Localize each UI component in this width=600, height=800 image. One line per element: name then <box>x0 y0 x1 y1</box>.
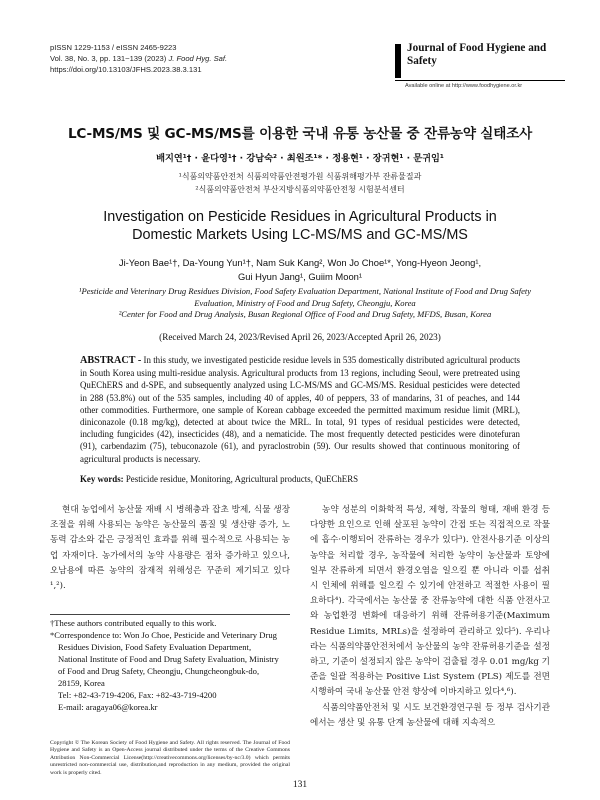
journal-abbrev: J. Food Hyg. Saf. <box>168 54 228 63</box>
issn-line: pISSN 1229-1153 / eISSN 2465-9223 <box>50 43 177 52</box>
correspondence-line: 28159, Korea <box>58 678 105 688</box>
body-paragraph: 식품의약품안전처 및 시도 보건환경연구원 등 정부 검사기관에서는 생산 및 유통 단계 농산물에 대해 지속적으 <box>310 702 550 728</box>
page-number: 131 <box>292 780 308 790</box>
english-authors <box>0 256 600 284</box>
korean-title: LC-MS/MS 및 GC-MS/MS를 이용한 국내 유통 농산물 중 잔류농약 실태조사 <box>67 126 533 142</box>
footnotes <box>50 617 290 713</box>
english-affiliation-1: ¹Pesticide and Veterinary Drug Residues Division, Food Safety Evaluation Department, National Institute of Food and Drug Safety Evaluation, Ministry of Food and Drug Safety, Cheongju, Korea <box>78 286 532 308</box>
journal-name: Journal of Food Hygiene and Safety <box>407 42 547 67</box>
journal-url[interactable]: Available online at http://www.foodhygiene.or.kr <box>405 83 523 89</box>
abstract <box>80 354 520 465</box>
correspondence-line: National Institute of Food and Drug Safety Evaluation, Ministry <box>58 654 279 664</box>
body-column-left: 현대 농업에서 농산물 재배 시 병해충과 잡초 방제, 식물 생장 조절을 위해 사용되는 농약은 농산물의 품질 및 생산량 증가, 노동력 감소와 같은 긍정적인 효과를 위해 필수적으로 사용되는 농업 자재이다. 농가에서의 농약 사용량은 점차 증가하고 있으나, 오남용에 따른 농약의 잠재적 위해성은 꾸준히 제기되고 있다¹,²). <box>50 505 290 592</box>
body-paragraph: 농약 성분의 이화학적 특성, 제형, 작물의 형태, 재배 환경 등 다양한 요인으로 인해 살포된 농약이 간접 또는 직접적으로 작물에 흡수·이행되어 잔류하는 경우가 있다³). 안전사용기준 이상의 농약을 처리할 경우, 농작물에 처리한 농약이 농산물과 토양에 일부 잔류하게 되면서 환경오염을 일으킬 뿐 아니라 이를 섭취 시 인체에 위해를 일으킬 수 있기에 안전하고 적절한 사용이 필요하다⁴). 각국에서는 농산물 중 잔류농약에 대한 식품 안전사고와 농업환경 변화에 대응하기 위해 잔류허용기준(Maximum Residue Limits, MRLs)을 설정하여 관리하고 있다⁵). 우리나라는 식품의약품안전처에서 농산물의 농약 잔류허용기준을 설정하고, 기준이 설정되지 않은 농약이 검출될 경우 0.01 mg/kg 기준을 일괄 적용하는 Positive List System (PLS) 제도를 전면 시행하여 국내 농산물 안전 향상에 이바지하고 있다⁴,⁶). <box>310 505 550 698</box>
korean-affiliation-2: ²식품의약품안전처 부산지방식품의약품안전청 시험분석센터 <box>195 185 405 194</box>
english-authors-line-2: Gui Hyun Jang¹, Guiim Moon¹ <box>237 271 362 282</box>
volume-line <box>50 53 227 64</box>
english-affiliations <box>60 286 550 321</box>
keywords <box>80 474 520 484</box>
doi-link[interactable]: https://doi.org/10.13103/JFHS.2023.38.3.131 <box>50 65 202 74</box>
correspondence-line: *Correspondence to: Won Jo Choe, Pesticide and Veterinary Drug <box>50 630 277 640</box>
volume-text: Vol. 38, No. 3, pp. 131~139 (2023) <box>50 54 167 63</box>
logo-bar <box>395 44 401 78</box>
correspondence-line: of Food and Drug Safety, Cheongju, Chungcheongbuk-do, <box>58 666 260 676</box>
footnote-divider <box>50 614 290 615</box>
copyright-notice: Copyright © The Korean Society of Food Hygiene and Safety. All rights reserved. The Journal of Food Hygiene and Safety is an Open-Access journal distributed under the terms of the Creative Commons Attribution Non-Commercial License(http://creativecommons.org/licenses/by-nc/3.0) which permits unrestricted non-commercial use, distribution,and reproduction in any medium, provided the original work is properly cited. <box>50 740 290 776</box>
logo-rule <box>395 80 565 81</box>
received-dates: (Received March 24, 2023/Revised April 26, 2023/Accepted April 26, 2023) <box>159 332 441 342</box>
english-affiliation-2: ²Center for Food and Drug Analysis, Busan Regional Office of Food and Drug Safety, MFDS, Busan, Korea <box>118 309 492 319</box>
equal-contribution-note: †These authors contributed equally to this work. <box>50 618 217 628</box>
english-authors-line-1: Ji-Yeon Bae¹†, Da-Young Yun¹†, Nam Suk Kang², Won Jo Choe¹*, Yong-Hyeon Jeong¹, <box>118 257 482 268</box>
phone-fax: Tel: +82-43-719-4206, Fax: +82-43-719-4200 <box>58 690 217 700</box>
body-column-right <box>310 503 550 731</box>
abstract-text: In this study, we investigated pesticide residue levels in 535 domestically distributed agricultural products in South Korea using multi-residue analysis. Agricultural products from 13 regions, including Seoul, were pretreated using QuEChERS and d-SPE, and subsequently analyzed using LC-MS/MS and GC-MS/MS. Residual pesticides were detected in 288 (53.8%) out of the 535 samples, including 40 of apples, 40 of peppers, 33 of mandarins, 31 of peaches, and 144 other commodities. Furthermore, one sample of Korean cabbage exceeded the permitted maximum residue limit (MRL), diniconazole (0.18 mg/kg), detected at about twice the MRL. In total, 91 types of residual pesticides were detected, including fungicides (42), insecticides (48), and a nematicide. The most frequently detected pesticides were dinotefuran (91), carbendazim (75), tebuconazole (61), and pyraclostrobin (59). Our results showed that continuous monitoring of agricultural products is necessary. <box>80 355 521 464</box>
correspondence-line: Residues Division, Food Safety Evaluation Department, <box>58 642 252 652</box>
english-title-line-1: Investigation on Pesticide Residues in Agricultural Products in <box>103 209 497 225</box>
citation-header <box>50 42 227 75</box>
keywords-label: Key words: <box>80 474 124 484</box>
keywords-text: Pesticide residue, Monitoring, Agricultural products, QuEChERS <box>125 474 359 484</box>
english-title-line-2: Domestic Markets Using LC-MS/MS and GC-MS/MS <box>132 227 468 243</box>
english-title <box>0 208 600 244</box>
email-address[interactable]: E-mail: aragaya06@korea.kr <box>58 702 158 712</box>
korean-authors: 배지연¹† · 윤다영¹† · 강남숙² · 최원조¹* · 정용현¹ · 장귀현¹ · 문귀임¹ <box>156 153 444 164</box>
abstract-label: ABSTRACT - <box>80 355 142 366</box>
korean-affiliations <box>0 170 600 196</box>
korean-affiliation-1: ¹식품의약품안전처 식품의약품안전평가원 식품위해평가부 잔류물질과 <box>178 172 422 181</box>
